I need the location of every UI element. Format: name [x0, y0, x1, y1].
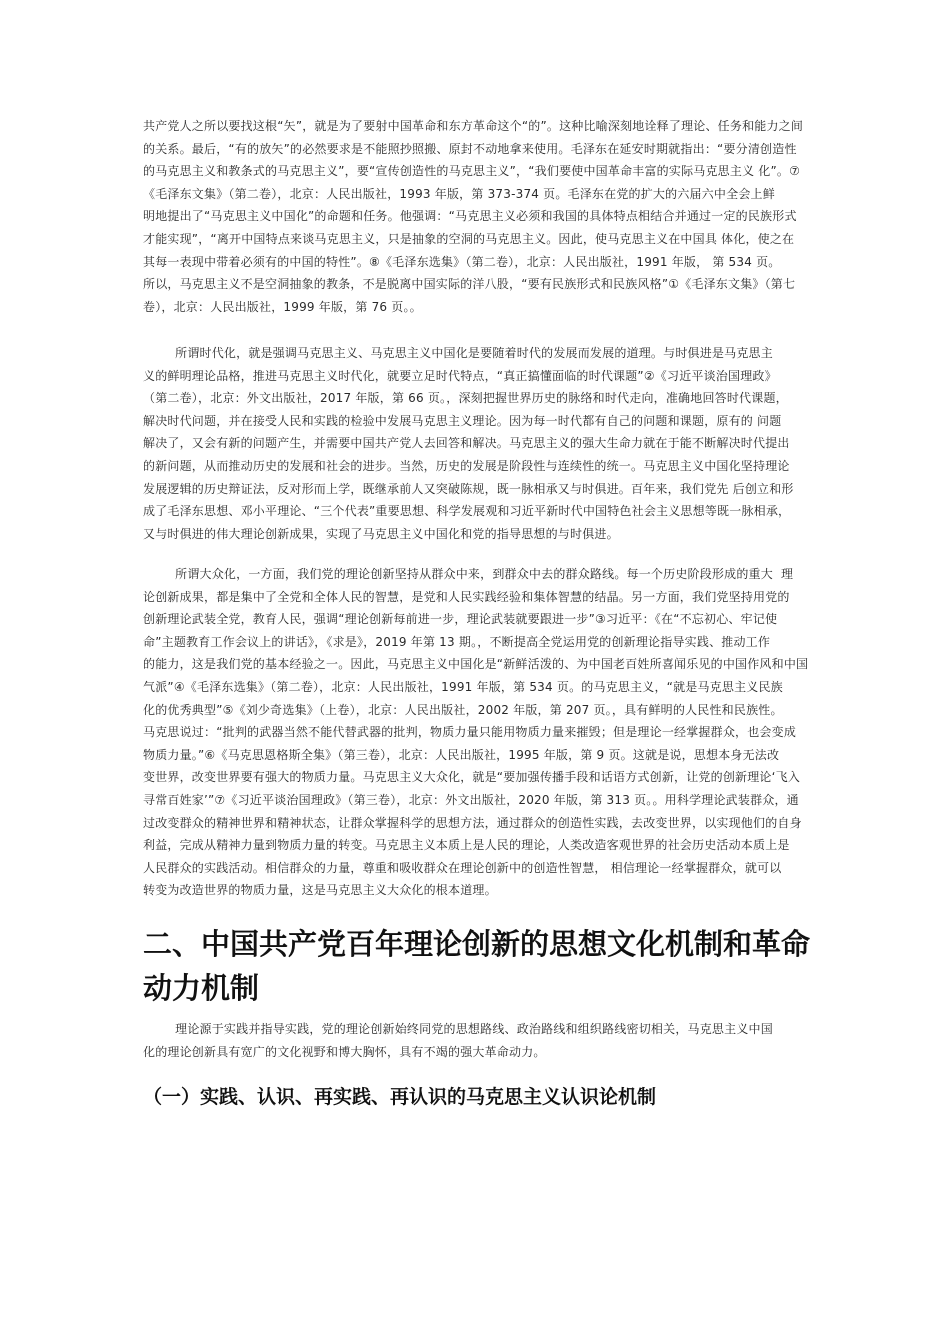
text-line: 马克思说过：“批判的武器当然不能代替武器的批判，物质力量只能用物质力量来摧毁；但是理论一经掌握群众，也会变成 — [143, 725, 797, 740]
text-line: 所谓大众化，一方面，我们党的理论创新坚持从群众中来，到群众中去的群众路线。每一个历史阶段形成的重大 理 — [143, 567, 794, 581]
subsection-heading: （一）实践、认识、再实践、再认识的马克思主义认识论机制 — [143, 1086, 657, 1108]
section-heading-line: 二、中国共产党百年理论创新的思想文化机制和革命 — [143, 927, 811, 961]
text-line: 化的理论创新具有宽广的文化视野和博大胸怀，具有不竭的强大革命动力。 — [143, 1044, 546, 1059]
section-heading — [143, 922, 843, 1010]
text-line: 明地提出了“马克思主义中国化”的命题和任务。他强调：“马克思主义必须和我国的具体特点相结合并通过一定的民族形式 — [143, 209, 797, 224]
text-line: 人民群众的实践活动。相信群众的力量，尊重和吸收群众在理论创新中的创造性智慧， 相信理论一经掌握群众，就可以 — [143, 860, 782, 875]
paragraph-2 — [143, 342, 815, 545]
text-line: 的关系。最后，“有的放矢”的必然要求是不能照抄照搬、原封不动地拿来使用。毛泽东在延安时期就指出：“要分清创造性 — [143, 141, 797, 156]
text-line: 论创新成果，都是集中了全党和全体人民的智慧，是党和人民实践经验和集体智慧的结晶。另一方面，我们党坚持用党的 — [143, 589, 790, 604]
text-line: 共产党人之所以要找这根“矢”，就是为了要射中国革命和东方革命这个“的”。这种比喻深刻地诠释了理论、任务和能力之间 — [143, 119, 804, 133]
text-line: 所谓时代化，就是强调马克思主义、马克思主义中国化是要随着时代的发展而发展的道理。与时俱进是马克思主 — [143, 346, 773, 360]
text-line: 的能力，这是我们党的基本经验之一。因此，马克思主义中国化是“新鲜活泼的、为中国老百姓所喜闻乐见的中国作风和中国 — [143, 657, 809, 672]
text-line: 成了毛泽东思想、邓小平理论、“三个代表”重要思想、科学发展观和习近平新时代中国特色社会主义思想等既一脉相承， — [143, 504, 791, 519]
text-line: 物质力量。”⑥《马克思恩格斯全集》（第三卷），北京：人民出版社，1995 年版，第 9 页。这就是说，思想本身无法改 — [143, 747, 780, 762]
text-line: 寻常百姓家’”⑦《习近平谈治国理政》（第三卷），北京：外文出版社，2020 年版，第 313 页。。用科学理论武装群众，通 — [143, 792, 799, 807]
paragraph-3 — [143, 563, 815, 902]
section-heading-line: 动力机制 — [143, 971, 260, 1005]
text-line: 转变为改造世界的物质力量，这是马克思主义大众化的根本道理。 — [143, 883, 497, 898]
text-line: 卷），北京：人民出版社，1999 年版，第 76 页。。 — [143, 299, 422, 314]
text-line: 发展逻辑的历史辩证法，反对形而上学，既继承前人又突破陈规，既一脉相承又与时俱进。百年来，我们党先 后创立和形 — [143, 481, 794, 496]
text-line: 气派”④《毛泽东选集》（第二卷），北京：人民出版社，1991 年版，第 534 页。的马克思主义，“就是马克思主义民族 — [143, 679, 783, 694]
text-line: 过改变群众的精神世界和精神状态，让群众掌握科学的思想方法，通过群众的创造性实践，去改变世界，以实现他们的自身 — [143, 815, 802, 830]
paragraph-4 — [143, 1018, 815, 1063]
text-line: 变世界，改变世界要有强大的物质力量。马克思主义大众化，就是“要加强传播手段和话语方式创新，让党的创新理论‘飞入 — [143, 770, 801, 785]
paragraph-1 — [143, 115, 815, 318]
text-line: 才能实现”，“离开中国特点来谈马克思主义，只是抽象的空洞的马克思主义。因此，使马克思主义在中国具 体化，使之在 — [143, 231, 795, 246]
text-line: 化的优秀典型”⑤《刘少奇选集》（上卷），北京：人民出版社，2002 年版，第 207 页。，具有鲜明的人民性和民族性。 — [143, 702, 783, 717]
text-line: 命”主题教育工作会议上的讲话》，《求是》，2019 年第 13 期。，不断提高全党运用党的创新理论指导实践、推动工作 — [143, 634, 771, 649]
text-line: 的新问题，从而推动历史的发展和社会的进步。当然，历史的发展是阶段性与连续性的统一。马克思主义中国化坚持理论 — [143, 458, 790, 473]
text-line: 《毛泽东文集》（第二卷），北京：人民出版社，1993 年版，第 373-374 页。毛泽东在党的扩大的六届六中全会上鲜 — [143, 186, 775, 201]
text-line: 理论源于实践并指导实践，党的理论创新始终同党的思想路线、政治路线和组织路线密切相关，马克思主义中国 — [143, 1022, 773, 1036]
text-line: 义的鲜明理论品格，推进马克思主义时代化，就要立足时代特点，“真正搞懂面临的时代课题”②《习近平谈治国理政》 — [143, 368, 777, 383]
text-line: 其每一表现中带着必须有的中国的特性”。⑧《毛泽东选集》（第二卷），北京：人民出版社，1991 年版， 第 534 页。 — [143, 254, 781, 269]
text-line: 解决了，又会有新的问题产生，并需要中国共产党人去回答和解决。马克思主义的强大生命力就在于能不断解决时代提出 — [143, 436, 790, 451]
text-line: 又与时俱进的伟大理论创新成果，实现了马克思主义中国化和党的指导思想的与时俱进。 — [143, 526, 619, 541]
text-line: 所以，马克思主义不是空洞抽象的教条，不是脱离中国实际的洋八股，“要有民族形式和民族风格”①《毛泽东文集》（第七 — [143, 277, 796, 292]
text-line: 的马克思主义和教条式的马克思主义”，要“宣传创造性的马克思主义”，“我们要使中国革命丰富的实际马克思主义 化”。⑦ — [143, 164, 801, 179]
text-line: （第二卷），北京：外文出版社，2017 年版，第 66 页。，深刻把握世界历史的脉络和时代走向，准确地回答时代课题， — [143, 391, 788, 406]
text-line: 解决时代问题，并在接受人民和实践的检验中发展马克思主义理论。因为每一时代都有自己的问题和课题，原有的 问题 — [143, 413, 782, 428]
text-line: 创新理论武装全党，教育人民，强调“理论创新每前进一步，理论武装就要跟进一步”③习近平：《在“不忘初心、牢记使 — [143, 612, 778, 627]
text-line: 利益，完成从精神力量到物质力量的转变。马克思主义本质上是人民的理论，人类改造客观世界的社会历史活动本质上是 — [143, 838, 790, 853]
